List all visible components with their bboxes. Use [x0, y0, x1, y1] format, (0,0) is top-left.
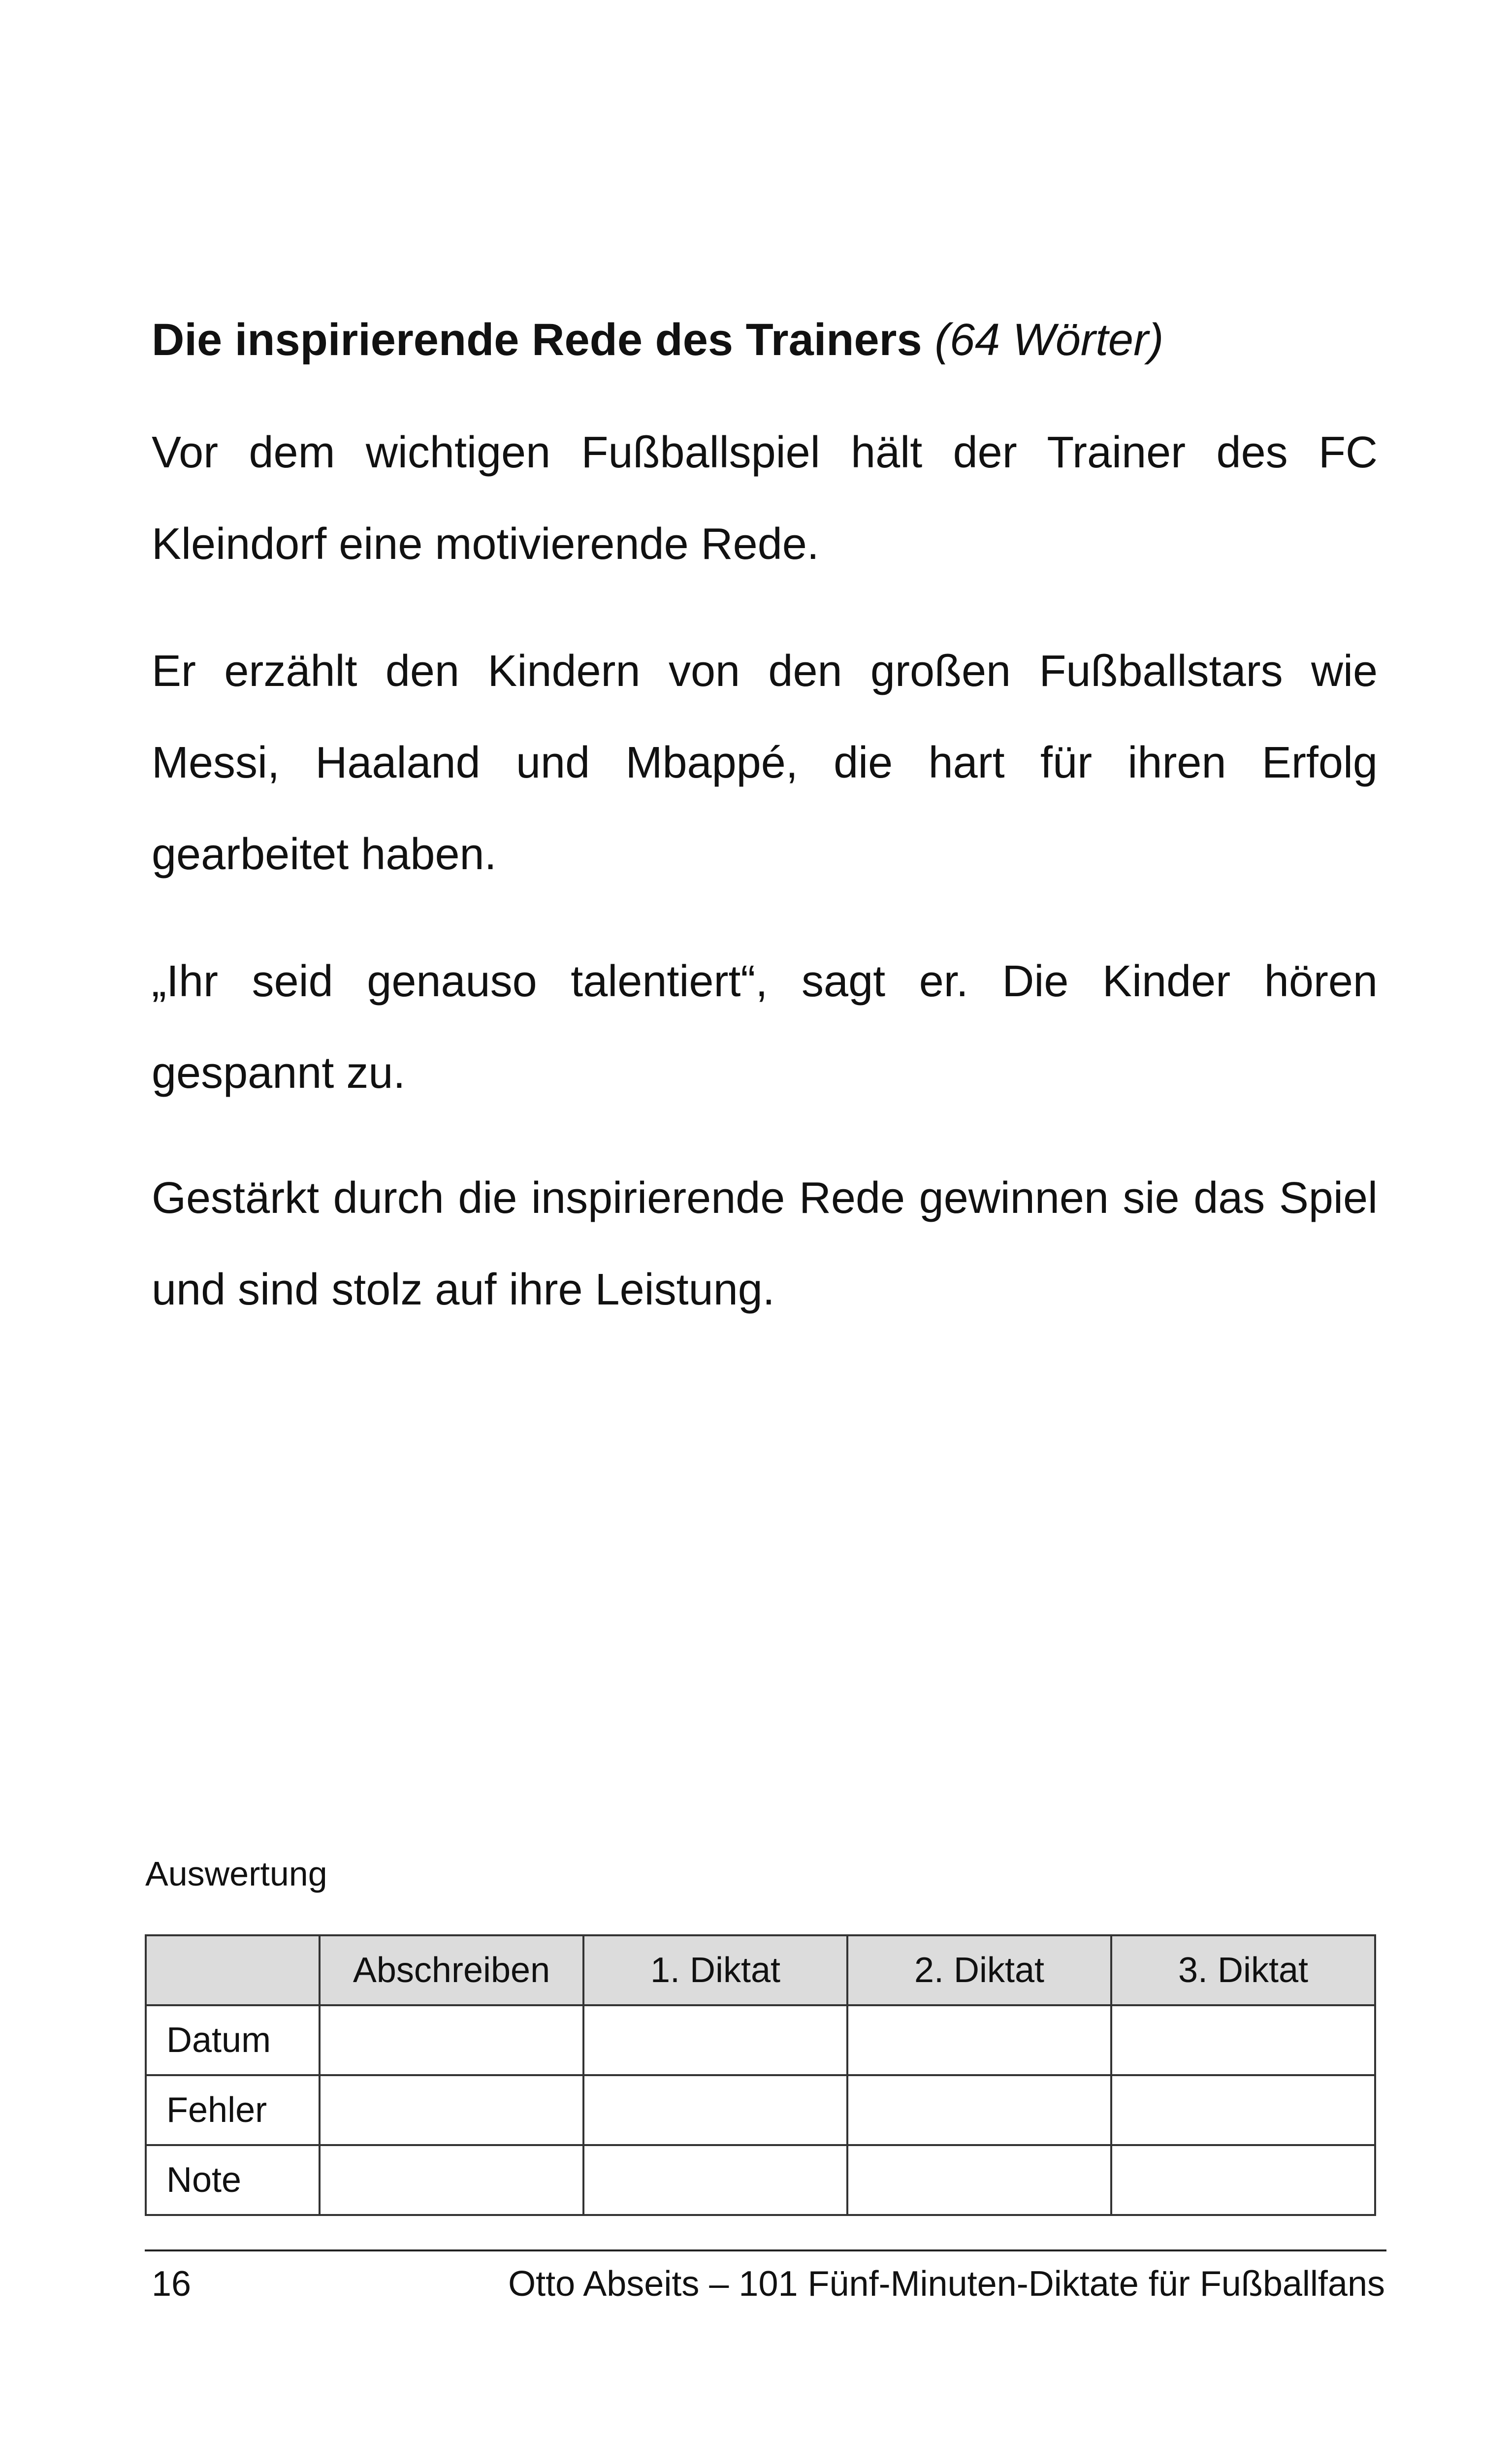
table-cell [1111, 2145, 1375, 2215]
word-count: (64 Wörter) [934, 315, 1164, 365]
evaluation-label: Auswertung [145, 1855, 327, 1893]
evaluation-table [145, 1934, 1376, 2216]
table-row [146, 2075, 1375, 2145]
header-abschreiben: Abschreiben [320, 1935, 583, 2005]
table-header-row [146, 1935, 1375, 2005]
book-title: Otto Abseits – 101 Fünf-Minuten-Diktate für Fußballfans [508, 2264, 1385, 2304]
table-row [146, 2005, 1375, 2075]
table-cell [1111, 2005, 1375, 2075]
table-cell [847, 2075, 1111, 2145]
row-label-note: Note [146, 2145, 320, 2215]
table-cell [847, 2145, 1111, 2215]
page-number: 16 [152, 2264, 192, 2304]
row-label-datum: Datum [146, 2005, 320, 2075]
table-cell [320, 2005, 583, 2075]
header-diktat-1: 1. Diktat [583, 1935, 847, 2005]
paragraph-2: Er erzählt den Kindern von den großen Fußballstars wie Messi, Haaland und Mbappé, die hart für ihren Erfolg gearbeitet haben. [152, 647, 1378, 879]
table-cell [583, 2075, 847, 2145]
table-row [146, 2145, 1375, 2215]
header-diktat-3: 3. Diktat [1111, 1935, 1375, 2005]
table-cell [583, 2005, 847, 2075]
table-cell [320, 2075, 583, 2145]
table-cell [583, 2145, 847, 2215]
dictation-heading [152, 305, 1378, 374]
paragraph-3: „Ihr seid genauso talentiert“, sagt er. Die Kinder hören gespannt zu. [152, 957, 1378, 1098]
table-cell [320, 2145, 583, 2215]
row-label-fehler: Fehler [146, 2075, 320, 2145]
table-cell [847, 2005, 1111, 2075]
paragraph-1: Vor dem wichtigen Fußballspiel hält der Trainer des FC Kleindorf eine motivierende Rede. [152, 428, 1378, 569]
header-diktat-2: 2. Diktat [847, 1935, 1111, 2005]
table-cell [1111, 2075, 1375, 2145]
paragraph-4: Gestärkt durch die inspirierende Rede gewinnen sie das Spiel und sind stolz auf ihre Leistung. [152, 1173, 1378, 1314]
dictation-title: Die inspirierende Rede des Trainers [152, 315, 922, 365]
header-corner-cell [146, 1935, 320, 2005]
footer-divider [145, 2249, 1386, 2251]
